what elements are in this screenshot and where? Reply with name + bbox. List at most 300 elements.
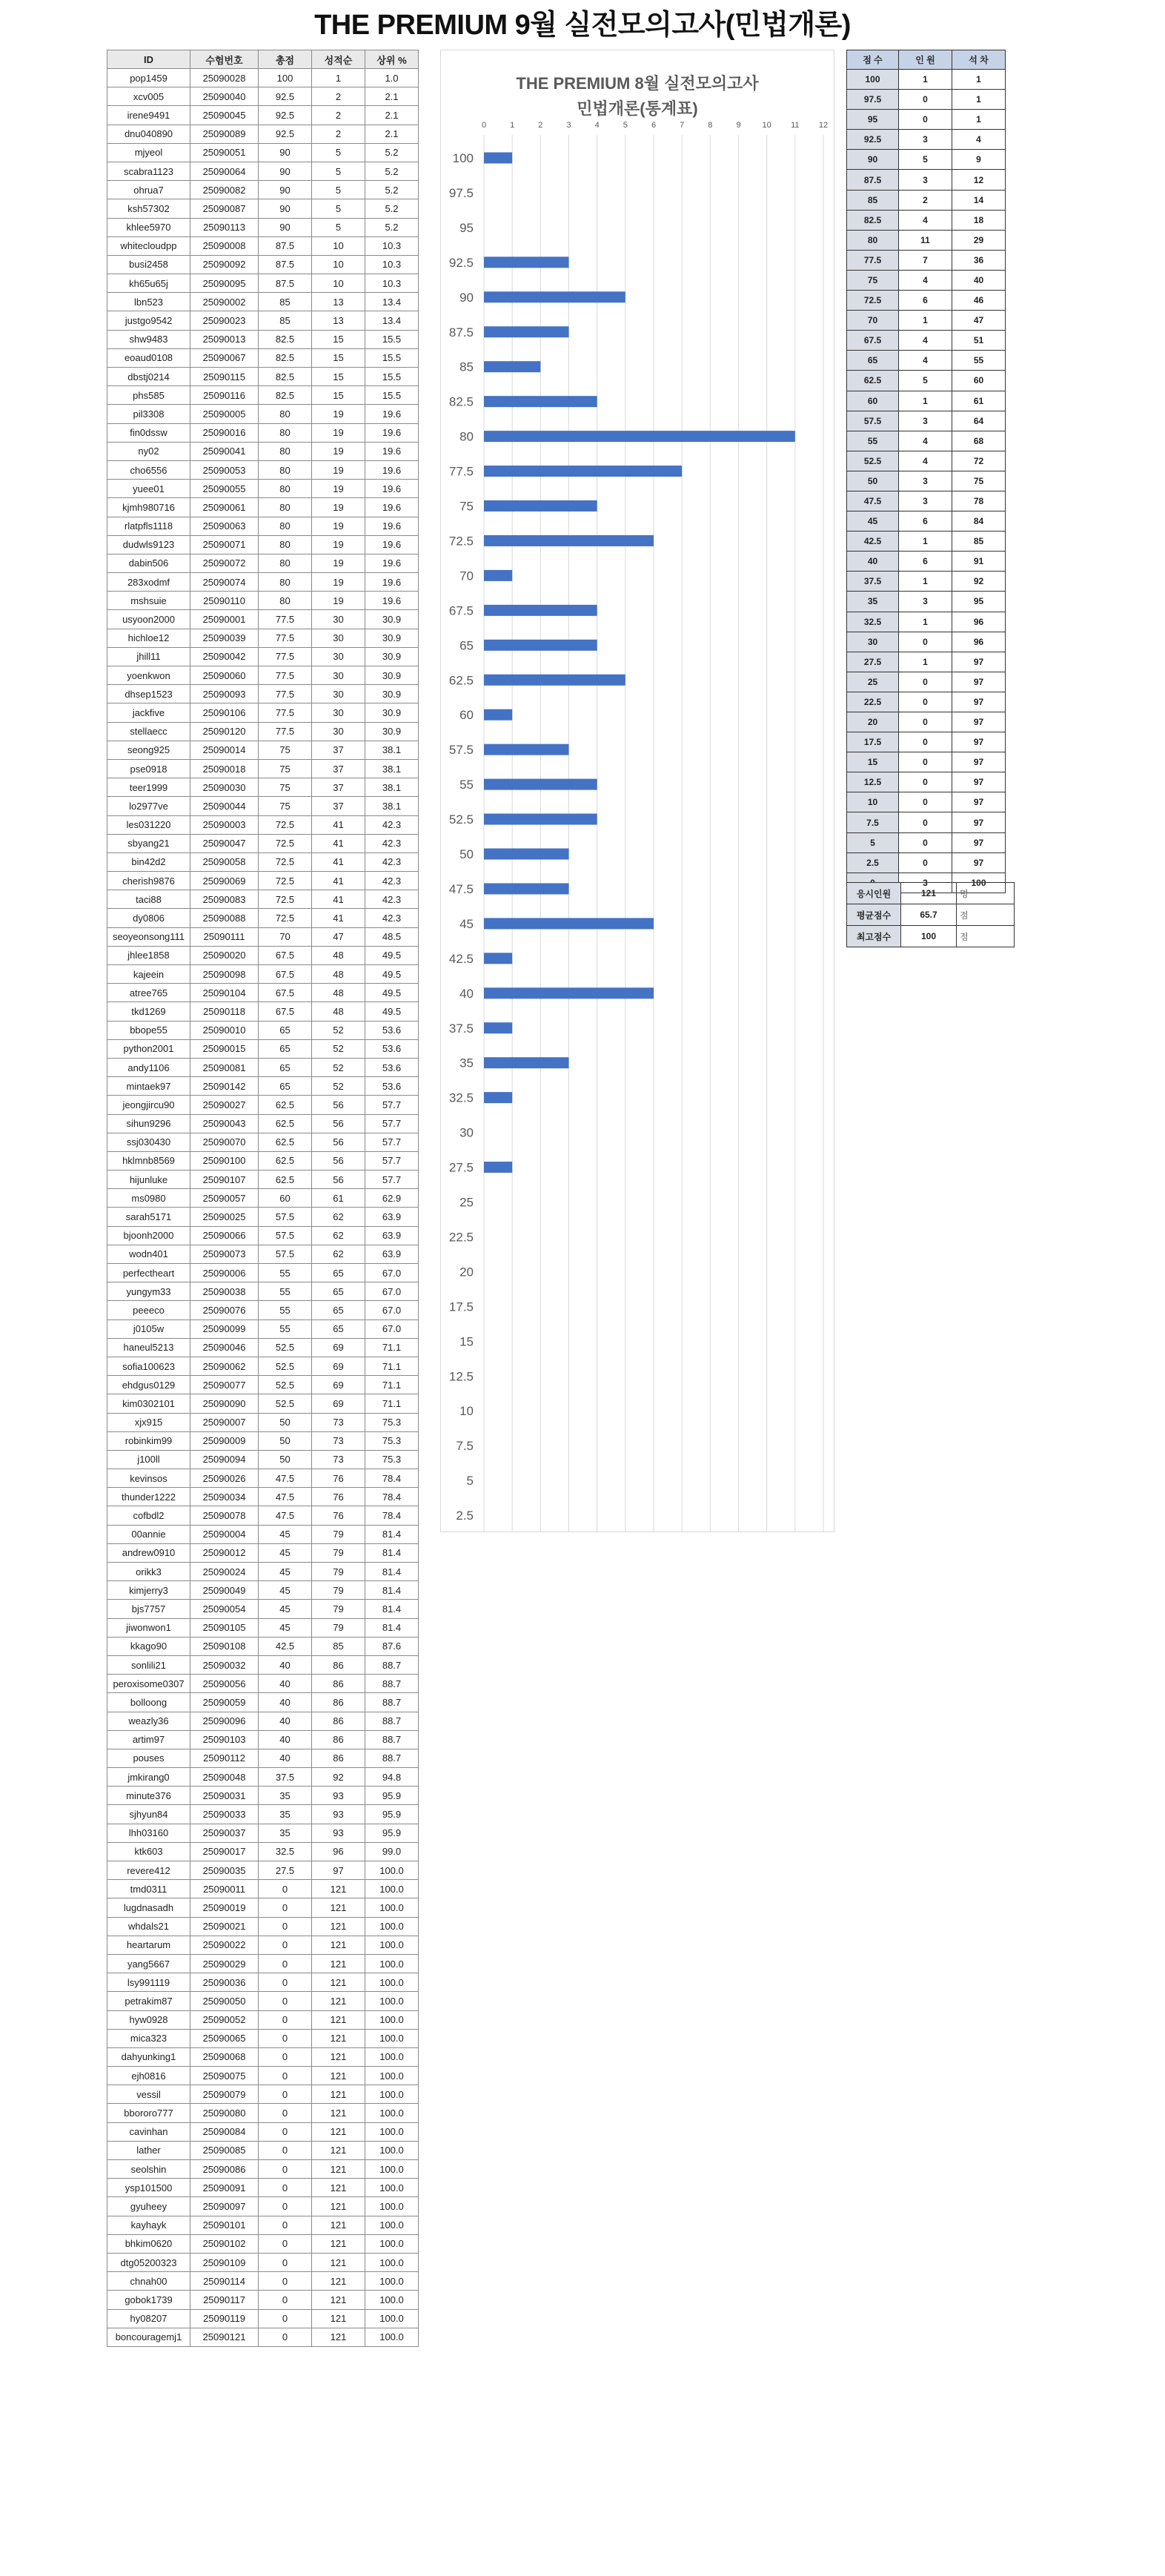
y-tick-label: 12.5 [448,1369,474,1384]
dist-cell-count: 0 [899,712,952,732]
cell-id: robinkim99 [107,1431,190,1450]
dist-cell-score: 50 [847,471,899,491]
cell-id: pouses [107,1749,190,1767]
cell-total: 77.5 [259,647,312,666]
cell-exam-number: 25090042 [190,647,259,666]
table-row [107,2216,419,2234]
cell-total: 0 [259,2160,312,2179]
dist-cell-rank: 12 [952,170,1006,190]
cell-rank: 37 [312,797,365,815]
cell-id: bjs7757 [107,1600,190,1618]
dist-cell-count: 6 [899,511,952,532]
cell-total: 67.5 [259,984,312,1002]
dist-row [847,451,1006,471]
dist-header-score: 점 수 [847,50,899,70]
cell-top-percent: 38.1 [365,778,419,797]
cell-top-percent: 100.0 [365,2122,419,2141]
cell-exam-number: 25090045 [190,106,259,125]
cell-total: 65 [259,1021,312,1039]
cell-exam-number: 25090053 [190,460,259,479]
cell-top-percent: 19.6 [365,423,419,442]
bar [484,1057,569,1068]
dist-cell-score: 15 [847,752,899,772]
dist-cell-count: 3 [899,170,952,190]
cell-exam-number: 25090019 [190,1898,259,1917]
cell-top-percent: 2.1 [365,87,419,106]
dist-cell-count: 0 [899,110,952,130]
cell-rank: 19 [312,498,365,517]
bar [484,675,625,686]
table-row [107,1301,419,1320]
cell-id: justgo9542 [107,311,190,330]
dist-cell-score: 92.5 [847,130,899,150]
cell-total: 0 [259,2328,312,2346]
cell-id: bhkim0620 [107,2234,190,2253]
cell-exam-number: 25090066 [190,1226,259,1245]
dist-row [847,572,1006,592]
cell-top-percent: 2.1 [365,125,419,143]
cell-exam-number: 25090105 [190,1618,259,1637]
cell-top-percent: 42.3 [365,852,419,871]
bar [484,744,569,755]
bar [484,1092,512,1103]
dist-row [847,532,1006,552]
cell-rank: 69 [312,1394,365,1413]
dist-cell-score: 95 [847,110,899,130]
dist-cell-rank: 51 [952,331,1006,351]
cell-id: boncouragemj1 [107,2328,190,2346]
cell-top-percent: 81.4 [365,1525,419,1543]
cell-exam-number: 25090018 [190,759,259,778]
cell-id: gobok1739 [107,2291,190,2309]
table-row [107,1954,419,1973]
dist-cell-score: 90 [847,150,899,170]
cell-total: 40 [259,1655,312,1674]
cell-total: 87.5 [259,274,312,293]
dist-cell-rank: 85 [952,532,1006,552]
chart-plot [441,50,834,1532]
table-row [107,1208,419,1226]
cell-top-percent: 100.0 [365,1898,419,1917]
cell-total: 55 [259,1320,312,1338]
cell-exam-number: 25090014 [190,741,259,759]
col-header-exam-number: 수험번호 [190,50,259,69]
dist-cell-score: 67.5 [847,331,899,351]
cell-top-percent: 49.5 [365,1002,419,1021]
cell-top-percent: 100.0 [365,2010,419,2029]
table-row [107,460,419,479]
dist-cell-rank: 97 [952,692,1006,712]
score-distribution-table [846,50,1006,893]
summary-label: 응시인원 [847,883,901,904]
dist-cell-rank: 96 [952,612,1006,632]
cell-top-percent: 2.1 [365,106,419,125]
dist-cell-rank: 100 [952,873,1006,893]
table-row [107,535,419,554]
table-row [107,610,419,629]
y-tick-label: 45 [459,916,474,931]
dist-cell-rank: 84 [952,511,1006,532]
cell-exam-number: 25090038 [190,1282,259,1301]
cell-exam-number: 25090096 [190,1712,259,1730]
table-row [107,368,419,386]
table-row [107,2253,419,2271]
cell-rank: 121 [312,2253,365,2271]
dist-cell-score: 72.5 [847,291,899,311]
cell-id: whdals21 [107,1917,190,1936]
cell-top-percent: 94.8 [365,1768,419,1787]
cell-id: bbororo777 [107,2104,190,2122]
cell-total: 55 [259,1282,312,1301]
dist-cell-rank: 4 [952,130,1006,150]
cell-top-percent: 19.6 [365,442,419,460]
dist-cell-score: 82.5 [847,210,899,230]
dist-cell-rank: 92 [952,572,1006,592]
bar [484,153,512,164]
cell-exam-number: 25090035 [190,1861,259,1880]
table-row [107,1431,419,1450]
dist-cell-count: 3 [899,873,952,893]
cell-total: 72.5 [259,815,312,834]
cell-rank: 19 [312,535,365,554]
cell-top-percent: 63.9 [365,1208,419,1226]
table-row [107,1805,419,1824]
cell-total: 52.5 [259,1394,312,1413]
cell-exam-number: 25090037 [190,1824,259,1842]
roster-header-row [107,50,419,69]
cell-top-percent: 63.9 [365,1245,419,1263]
cell-id: busi2458 [107,255,190,274]
table-row [107,1880,419,1898]
cell-total: 77.5 [259,703,312,722]
table-row [107,647,419,666]
cell-id: hy08207 [107,2309,190,2328]
table-row [107,423,419,442]
cell-total: 92.5 [259,125,312,143]
y-tick-label: 65 [459,638,474,653]
cell-exam-number: 25090060 [190,666,259,685]
cell-rank: 73 [312,1450,365,1469]
cell-id: haneul5213 [107,1338,190,1357]
dist-row [847,391,1006,411]
cell-id: hichloe12 [107,629,190,647]
cell-exam-number: 25090032 [190,1655,259,1674]
y-tick-label: 2.5 [456,1509,474,1523]
table-row [107,1077,419,1096]
cell-top-percent: 71.1 [365,1338,419,1357]
cell-id: wodn401 [107,1245,190,1263]
cell-top-percent: 75.3 [365,1431,419,1450]
cell-rank: 96 [312,1842,365,1861]
summary-value: 100 [901,926,957,947]
cell-rank: 92 [312,1768,365,1787]
dist-cell-count: 3 [899,411,952,431]
dist-cell-rank: 18 [952,210,1006,230]
cell-id: mjyeol [107,143,190,162]
cell-id: yungym33 [107,1282,190,1301]
dist-row [847,170,1006,190]
cell-id: dbstj0214 [107,368,190,386]
cell-top-percent: 100.0 [365,2328,419,2346]
dist-cell-score: 77.5 [847,250,899,270]
dist-row [847,230,1006,250]
y-tick-label: 57.5 [448,743,474,758]
cell-top-percent: 57.7 [365,1133,419,1151]
cell-id: thunder1222 [107,1488,190,1506]
cell-total: 80 [259,517,312,535]
cell-id: whitecloudpp [107,236,190,255]
cell-top-percent: 49.5 [365,946,419,964]
dist-cell-score: 100 [847,70,899,90]
table-row [107,2067,419,2085]
cell-exam-number: 25090113 [190,218,259,236]
cell-rank: 73 [312,1413,365,1431]
table-row [107,1189,419,1208]
cell-id: ny02 [107,442,190,460]
cell-id: andrew0910 [107,1543,190,1562]
cell-exam-number: 25090067 [190,348,259,367]
table-row [107,1917,419,1936]
cell-total: 45 [259,1543,312,1562]
cell-top-percent: 100.0 [365,1936,419,1954]
cell-top-percent: 38.1 [365,759,419,778]
cell-rank: 62 [312,1245,365,1263]
cell-rank: 121 [312,2160,365,2179]
cell-id: lather [107,2141,190,2159]
cell-rank: 79 [312,1543,365,1562]
cell-rank: 76 [312,1469,365,1488]
cell-id: dnu040890 [107,125,190,143]
cell-rank: 41 [312,872,365,890]
summary-body [847,883,1015,947]
cell-total: 80 [259,498,312,517]
cell-id: sonlili21 [107,1655,190,1674]
cell-exam-number: 25090016 [190,423,259,442]
cell-total: 62.5 [259,1096,312,1114]
dist-cell-rank: 97 [952,752,1006,772]
cell-exam-number: 25090088 [190,909,259,927]
cell-id: peroxisome0307 [107,1675,190,1693]
cell-rank: 121 [312,1973,365,1992]
cell-id: kh65u65j [107,274,190,293]
cell-top-percent: 75.3 [365,1413,419,1431]
cell-rank: 79 [312,1525,365,1543]
summary-unit: 점 [957,904,1015,926]
y-tick-label: 32.5 [448,1090,474,1105]
dist-cell-score: 57.5 [847,411,899,431]
cell-rank: 121 [312,2272,365,2291]
table-row [107,703,419,722]
y-tick-label: 82.5 [448,394,474,409]
cell-top-percent: 15.5 [365,330,419,348]
cell-exam-number: 25090101 [190,2216,259,2234]
cell-rank: 48 [312,1002,365,1021]
cell-id: dhsep1523 [107,685,190,703]
dist-cell-score: 60 [847,391,899,411]
y-tick-label: 75 [459,499,474,514]
cell-rank: 65 [312,1320,365,1338]
cell-id: minute376 [107,1787,190,1805]
cell-top-percent: 19.6 [365,517,419,535]
cell-total: 35 [259,1787,312,1805]
cell-exam-number: 25090039 [190,629,259,647]
cell-top-percent: 19.6 [365,405,419,423]
cell-id: phs585 [107,386,190,405]
dist-cell-score: 80 [847,230,899,250]
cell-id: teer1999 [107,778,190,797]
cell-id: xjx915 [107,1413,190,1431]
cell-id: lo2977ve [107,797,190,815]
cell-id: seolshin [107,2160,190,2179]
dist-row [847,812,1006,832]
cell-rank: 86 [312,1730,365,1749]
cell-id: yoenkwon [107,666,190,685]
bar [484,814,597,825]
y-tick-label: 17.5 [448,1299,474,1314]
table-row [107,442,419,460]
cell-id: tkd1269 [107,1002,190,1021]
cell-rank: 52 [312,1039,365,1058]
cell-top-percent: 67.0 [365,1320,419,1338]
dist-row [847,592,1006,612]
cell-top-percent: 19.6 [365,480,419,498]
cell-rank: 121 [312,2047,365,2066]
cell-exam-number: 25090052 [190,2010,259,2029]
table-row [107,1936,419,1954]
dist-cell-count: 0 [899,852,952,873]
cell-exam-number: 25090142 [190,1077,259,1096]
dist-row [847,210,1006,230]
dist-row [847,270,1006,290]
dist-cell-score: 32.5 [847,612,899,632]
cell-id: ssj030430 [107,1133,190,1151]
cell-exam-number: 25090099 [190,1320,259,1338]
cell-rank: 121 [312,2122,365,2141]
cell-total: 0 [259,1917,312,1936]
cell-total: 80 [259,460,312,479]
cell-top-percent: 53.6 [365,1058,419,1076]
cell-exam-number: 25090017 [190,1842,259,1861]
dist-row [847,632,1006,652]
summary-row [847,904,1015,926]
cell-rank: 65 [312,1264,365,1282]
cell-id: bbope55 [107,1021,190,1039]
cell-rank: 121 [312,2291,365,2309]
dist-row [847,130,1006,150]
cell-total: 92.5 [259,87,312,106]
cell-exam-number: 25090054 [190,1600,259,1618]
cell-id: xcv005 [107,87,190,106]
cell-exam-number: 25090079 [190,2085,259,2104]
table-row [107,1171,419,1189]
cell-rank: 37 [312,778,365,797]
cell-rank: 1 [312,69,365,87]
cell-id: les031220 [107,815,190,834]
roster-body [107,69,419,2347]
dist-cell-count: 4 [899,270,952,290]
cell-id: dahyunking1 [107,2047,190,2066]
summary-row [847,883,1015,904]
cell-total: 80 [259,573,312,592]
dist-cell-count: 4 [899,210,952,230]
dist-cell-score: 62.5 [847,371,899,391]
table-row [107,573,419,592]
cell-total: 77.5 [259,722,312,741]
cell-rank: 76 [312,1488,365,1506]
bar [484,396,597,407]
dist-cell-count: 4 [899,331,952,351]
dist-cell-score: 2.5 [847,852,899,873]
dist-cell-count: 4 [899,431,952,451]
table-row [107,1338,419,1357]
dist-cell-rank: 14 [952,190,1006,210]
cell-total: 0 [259,2067,312,2085]
cell-exam-number: 25090092 [190,255,259,274]
cell-rank: 48 [312,965,365,984]
cell-id: seong925 [107,741,190,759]
dist-cell-count: 0 [899,672,952,692]
table-row [107,2160,419,2179]
dist-row [847,672,1006,692]
table-row [107,2328,419,2346]
cell-top-percent: 100.0 [365,2197,419,2216]
cell-top-percent: 100.0 [365,2085,419,2104]
cell-total: 52.5 [259,1357,312,1375]
cell-id: 00annie [107,1525,190,1543]
cell-top-percent: 100.0 [365,2047,419,2066]
cell-top-percent: 81.4 [365,1618,419,1637]
cell-exam-number: 25090044 [190,797,259,815]
cell-top-percent: 81.4 [365,1581,419,1600]
table-row [107,1525,419,1543]
cell-rank: 62 [312,1208,365,1226]
cell-top-percent: 99.0 [365,1842,419,1861]
cell-exam-number: 25090117 [190,2291,259,2309]
cell-total: 45 [259,1581,312,1600]
cell-id: cherish9876 [107,872,190,890]
table-row [107,2104,419,2122]
summary-value: 121 [901,883,957,904]
cell-id: sihun9296 [107,1114,190,1133]
table-row [107,1973,419,1992]
x-tick-label: 6 [651,121,657,130]
table-row [107,1450,419,1469]
table-row [107,1749,419,1767]
cell-exam-number: 25090073 [190,1245,259,1263]
cell-exam-number: 25090005 [190,405,259,423]
cell-total: 52.5 [259,1338,312,1357]
cell-total: 45 [259,1563,312,1581]
cell-rank: 41 [312,890,365,909]
cell-exam-number: 25090098 [190,965,259,984]
dist-cell-score: 22.5 [847,692,899,712]
cell-exam-number: 25090065 [190,2029,259,2047]
table-row [107,1861,419,1880]
cell-top-percent: 30.9 [365,703,419,722]
cell-total: 45 [259,1525,312,1543]
bar [484,291,625,302]
dist-row [847,471,1006,491]
table-row [107,2179,419,2197]
table-row [107,199,419,218]
dist-cell-count: 1 [899,652,952,672]
summary-label: 평균점수 [847,904,901,926]
cell-top-percent: 53.6 [365,1039,419,1058]
cell-exam-number: 25090033 [190,1805,259,1824]
cell-top-percent: 1.0 [365,69,419,87]
page-title: THE PREMIUM 9월 실전모의고사(민법개론) [314,10,851,41]
cell-id: ehdgus0129 [107,1376,190,1394]
